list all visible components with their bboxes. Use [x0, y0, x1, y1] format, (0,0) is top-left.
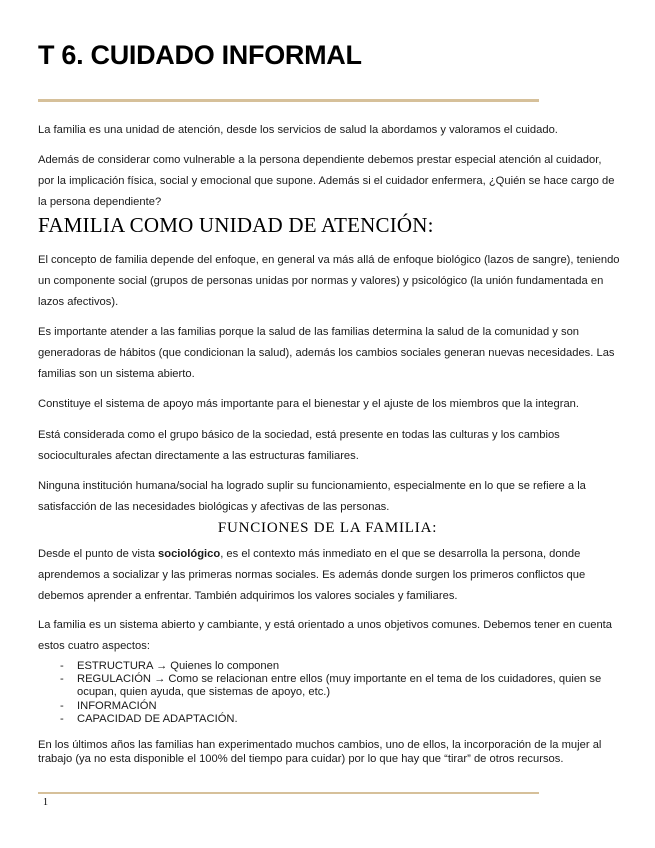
- intro-paragraph-2: Además de considerar como vulnerable a la persona dependiente debemos prestar especial atención al cuidador, por la implicación física, social y emocional que supone. Además si el cuidador enfermera, ¿Quién se hace cargo de la persona dependiente?: [38, 154, 615, 208]
- funciones-p1-start: Desde el punto de vista: [38, 548, 159, 560]
- familia-paragraph-1: El concepto de familia depende del enfoque, en general va más allá de enfoque biológico (lazos de sangre), teniendo un componente social (grupos de personas unidas por normas y valores) y psicológico (la unión fundamentada en lazos afectivos).: [38, 254, 620, 308]
- title-divider: [38, 99, 539, 102]
- funciones-p1-end: , es el contexto más inmediato en el que se desarrolla la persona, donde aprendemos a socializar y las primeras normas sociales. Es además donde surgen los primeros conflictos que debemos aprender a enfrentar. También adquirimos los valores sociales y familiares.: [38, 548, 586, 602]
- list-item: - REGULACIÓN → Como se relacionan entre ellos (muy importante en el tema de los cuidadores, quien se ocupan, quien ayuda, que sistemas de apoyo, etc.): [60, 673, 620, 699]
- section-heading-familia: FAMILIA COMO UNIDAD DE ATENCIÓN:: [38, 213, 434, 237]
- familia-paragraph-2: Es importante atender a las familias porque la salud de las familias determina la salud de la comunidad y son generadoras de hábitos (que condicionan la salud), además los cambios sociales generan nuevas necesidades. Las familias son un sistema abierto.: [38, 326, 615, 380]
- funciones-paragraph-3: En los últimos años las familias han experimentado muchos cambios, uno de ellos, la incorporación de la mujer al trabajo (ya no esta disponible el 100% del tiempo para cuidar) por lo que hay que “tirar” de otros recursos.: [38, 739, 602, 765]
- footer-divider: [38, 792, 539, 794]
- familia-paragraph-5: Ninguna institución humana/social ha logrado suplir su funcionamiento, especialmente en lo que se refiere a la satisfacción de las necesidades biológicas y afectivas de las personas.: [38, 480, 586, 513]
- page-number: 1: [43, 797, 48, 808]
- intro-paragraph-1: La familia es una unidad de atención, desde los servicios de salud la abordamos y valoramos el cuidado.: [38, 124, 558, 136]
- funciones-paragraph-2: La familia es un sistema abierto y cambiante, y está orientado a unos objetivos comunes. Debemos tener en cuenta estos cuatro aspectos:: [38, 619, 612, 652]
- section-heading-funciones: FUNCIONES DE LA FAMILIA:: [217, 520, 438, 536]
- aspects-list: [60, 660, 620, 726]
- funciones-p1-bold: sociológico: [158, 548, 221, 560]
- list-item: - ESTRUCTURA → Quienes lo componen: [60, 660, 620, 673]
- familia-paragraph-3: Constituye el sistema de apoyo más importante para el bienestar y el ajuste de los miembros que la integran.: [38, 398, 580, 410]
- document-title: T 6. CUIDADO INFORMAL: [38, 40, 362, 70]
- familia-paragraph-4: Está considerada como el grupo básico de la sociedad, está presente en todas las culturas y los cambios socioculturales afectan directamente a las estructuras familiares.: [38, 429, 560, 462]
- list-item: - CAPACIDAD DE ADAPTACIÓN.: [60, 713, 620, 726]
- funciones-paragraph-1: [38, 544, 620, 607]
- list-item: - INFORMACIÓN: [60, 700, 620, 713]
